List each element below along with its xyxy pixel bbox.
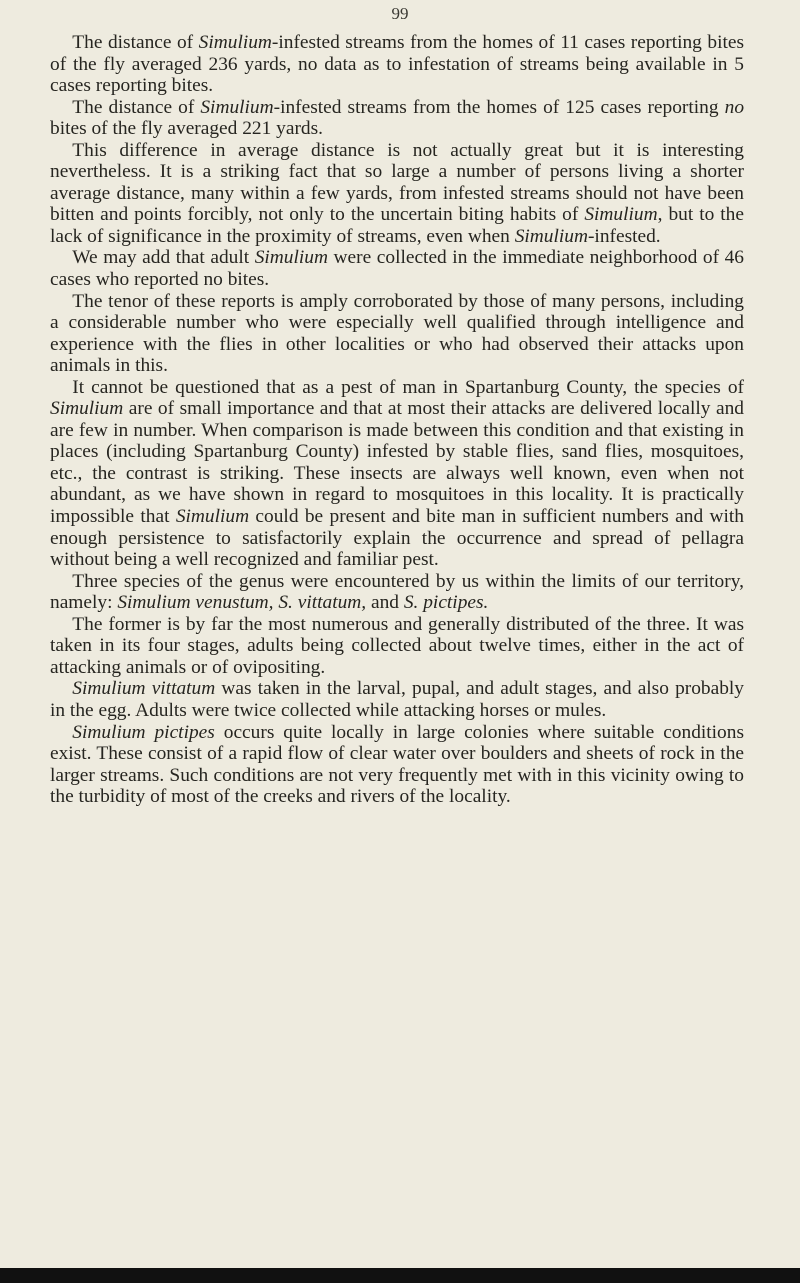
text-segment: are of small importance and that at most their attacks are delivered locally and are few in number. When comparison is made between this condition and that existing in places (including Spartanburg County) infested by stable flies, sand flies, mosquitoes, etc., the contrast is striking. These insects are always well known, even when not abundant, as we have shown in regard to mosquitoes in this locality. It is practically impossible that bbox=[50, 398, 744, 528]
text-segment: The former is by far the most numerous and generally distributed of the three. It was taken in its four stages, adults being collected about twelve times, either in the act of attacking animals or of ovipositing. bbox=[50, 613, 744, 678]
italic-text: Simulium vittatum bbox=[72, 678, 216, 700]
paragraph bbox=[50, 614, 744, 679]
text-segment: was taken in the larval, pupal, and adult stages, and also probably in the egg. Adults were twice collected while attacking horses or mules. bbox=[50, 678, 744, 721]
italic-text: no bbox=[724, 96, 745, 118]
text-segment: The distance of bbox=[72, 96, 201, 118]
italic-text: Simulium bbox=[200, 96, 274, 118]
text-segment: occurs quite locally in large colonies where suitable conditions exist. These consist of a rapid flow of clear water over boulders and sheets of rock in the larger streams. Such conditions are not very frequently met with in this vicinity owing to the turbidity of most of the creeks and rivers of the locality. bbox=[50, 721, 744, 808]
paragraph bbox=[50, 678, 744, 721]
text-segment: -infested streams from the homes of 125 cases reporting bbox=[273, 96, 725, 118]
text-segment: The tenor of these reports is amply corroborated by those of many persons, including a considerable number who were especially well qualified through intelligence and experience with the flies in other localities or who had observed their attacks upon animals in this. bbox=[50, 290, 744, 377]
italic-text: Simulium bbox=[584, 204, 658, 226]
body-text bbox=[50, 32, 744, 808]
italic-text: Simulium bbox=[514, 225, 588, 247]
paragraph bbox=[50, 571, 744, 614]
italic-text: Simulium bbox=[198, 32, 272, 53]
paragraph bbox=[50, 722, 744, 808]
paragraph bbox=[50, 140, 744, 248]
italic-text: Simulium bbox=[50, 398, 124, 420]
text-segment: , but to the lack of significance in the proximity of streams, even when bbox=[50, 204, 744, 247]
paragraph bbox=[50, 247, 744, 290]
paragraph bbox=[50, 97, 744, 140]
italic-text: Simulium pictipes bbox=[72, 721, 215, 743]
italic-text: Simulium bbox=[254, 247, 328, 269]
italic-text: Simulium venustum, S. vittatum, bbox=[117, 592, 367, 614]
scan-edge-bar bbox=[0, 1268, 800, 1283]
italic-text: S. pictipes. bbox=[403, 592, 489, 614]
paragraph bbox=[50, 291, 744, 377]
text-segment: It cannot be questioned that as a pest of man in Spartanburg County, the species of bbox=[72, 376, 744, 398]
text-segment: -infested. bbox=[587, 225, 661, 247]
page-number: 99 bbox=[391, 4, 409, 23]
paragraph bbox=[50, 377, 744, 571]
text-segment: and bbox=[366, 592, 404, 614]
paragraph bbox=[50, 32, 744, 97]
text-segment: This difference in average distance is not actually great but it is interesting nevertheless. It is a striking fact that so large a number of persons living a shorter average distance, many within a few yards, from infested streams should not have been bitten and points forcibly, not only to the uncertain biting habits of bbox=[50, 139, 744, 226]
text-segment: could be present and bite man in sufficient numbers and with enough persistence to satisfactorily explain the occurrence and spread of pellagra without being a well recognized and familiar pest. bbox=[50, 506, 744, 571]
text-segment: The distance of bbox=[72, 32, 199, 53]
text-segment: were collected in the immediate neighborhood of 46 cases who reported no bites. bbox=[50, 247, 744, 291]
text-segment: -infested streams from the homes of 11 cases reporting bites of the fly averaged 236 yards, no data as to infestation of streams being available in 5 cases reporting bites. bbox=[50, 32, 744, 97]
text-segment: We may add that adult bbox=[72, 247, 255, 269]
text-segment: Three species of the genus were encountered by us within the limits of our territory, namely: bbox=[50, 570, 744, 614]
italic-text: Simulium bbox=[175, 506, 250, 528]
text-segment: bites of the fly averaged 221 yards. bbox=[50, 118, 323, 140]
